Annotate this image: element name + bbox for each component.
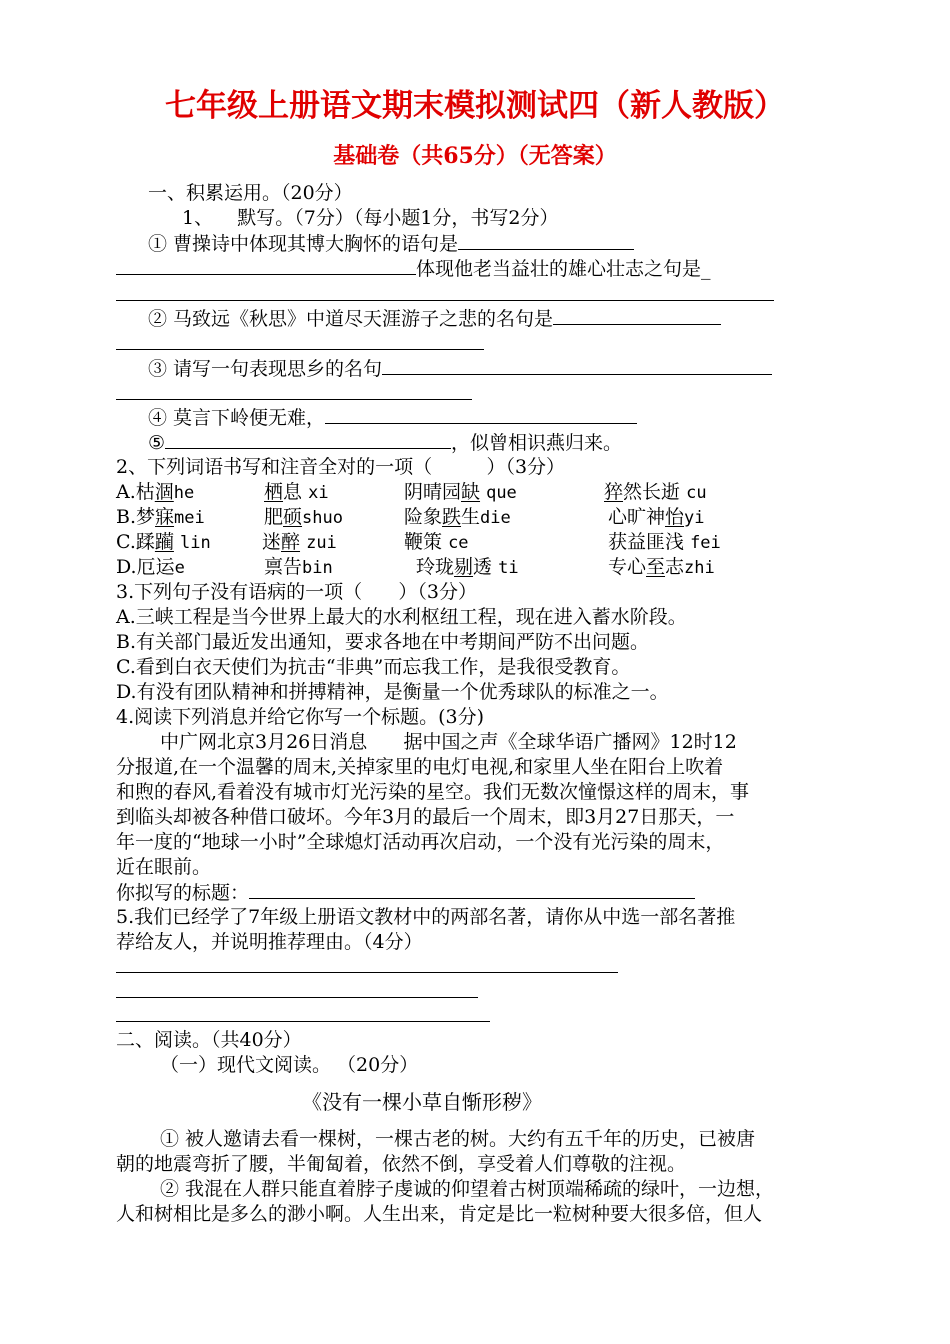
page-title: 七年级上册语文期末模拟测试四（新人教版） — [165, 88, 785, 124]
reading-subheading: （一）现代文阅读。 （20分） — [160, 1054, 419, 1076]
q1-item-1 — [148, 231, 634, 256]
q5-line: 荐给友人，并说明推荐理由。（4分） — [116, 931, 423, 953]
q4-news-line: 和煦的春风,看着没有城市灯光污染的星空。我们无数次憧憬这样的周末，事 — [116, 781, 750, 803]
q1-item-5-num: ⑤ — [148, 432, 166, 454]
q4-news-line: 中广网北京3月26日消息 据中国之声《全球华语广播网》12时12 — [160, 731, 737, 753]
q1-item-2-text: ② 马致远《秋思》中道尽天涯游子之悲的名句是 — [148, 308, 554, 330]
section-one-heading: 一、积累运用。（20分） — [148, 182, 353, 204]
section-two-heading: 二、阅读。（共40分） — [116, 1029, 302, 1051]
q3-option-c: C.看到白衣天使们为抗击“非典”而忘我工作，是我很受教育。 — [116, 656, 631, 678]
q1-item-4 — [148, 405, 637, 430]
essay-paragraph-line: ① 被人邀请去看一棵树，一棵古老的树。大约有五千年的历史，已被唐 — [160, 1128, 756, 1150]
answer-blank[interactable] — [553, 306, 721, 325]
answer-line[interactable] — [116, 300, 774, 301]
answer-line[interactable] — [116, 997, 478, 998]
answer-blank[interactable] — [458, 231, 634, 250]
q4-heading: 4.阅读下列消息并给它你写一个标题。(3分) — [116, 706, 485, 728]
q1-item-1b-text: 体现他老当益壮的雄心壮志之句是_ — [416, 258, 711, 280]
answer-line[interactable] — [116, 1021, 490, 1022]
q3-option-d: D.有没有团队精神和拼搏精神，是衡量一个优秀球队的标准之一。 — [116, 681, 669, 703]
q4-answer — [116, 880, 695, 905]
answer-line[interactable] — [116, 399, 472, 400]
q4-news-line: 到临头却被各种借口破坏。今年3月的最后一个周末，即3月27日那天，一 — [116, 806, 735, 828]
q4-answer-label: 你拟写的标题： — [116, 882, 250, 904]
q1-item-5-text: ，似曾相识燕归来。 — [451, 432, 623, 454]
answer-blank[interactable] — [116, 256, 416, 275]
essay-paragraph-line: 朝的地震弯折了腰，半匍匐着，依然不倒，享受着人们尊敬的注视。 — [116, 1153, 687, 1175]
q1-item-3 — [148, 356, 772, 381]
q3-option-a: A.三峡工程是当今世界上最大的水利枢纽工程，现在进入蓄水阶段。 — [116, 606, 687, 628]
q1-heading: 1、 默写。（7分）（每小题1分，书写2分） — [182, 207, 559, 229]
page-subtitle: 基础卷（共65分）（无答案） — [333, 143, 617, 169]
q4-news-line: 年一度的“地球一小时”全球熄灯活动再次启动，一个没有光污染的周末， — [116, 831, 725, 853]
answer-blank[interactable] — [249, 880, 695, 899]
q5-line: 5.我们已经学了7年级上册语文教材中的两部名著，请你从中选一部名著推 — [116, 906, 736, 928]
answer-blank[interactable] — [325, 405, 637, 424]
q1-item-1-cont — [116, 256, 711, 281]
answer-line[interactable] — [116, 349, 484, 350]
q1-item-3-text: ③ 请写一句表现思乡的名句 — [148, 358, 383, 380]
essay-title: 《没有一棵小草自惭形秽》 — [302, 1090, 542, 1114]
q3-option-b: B.有关部门最近发出通知，要求各地在中考期间严防不出问题。 — [116, 631, 650, 653]
answer-blank[interactable] — [382, 356, 772, 375]
essay-paragraph-line: ② 我混在人群只能直着脖子虔诚的仰望着古树顶端稀疏的绿叶，一边想， — [160, 1178, 775, 1200]
q1-item-5 — [148, 430, 622, 455]
answer-blank[interactable] — [165, 430, 451, 449]
q1-item-4-text: ④ 莫言下岭便无难， — [148, 407, 326, 429]
q2-heading: 2、下列词语书写和注音全对的一项（ ）（3分） — [116, 456, 566, 478]
q1-item-1-text: ① 曹操诗中体现其博大胸怀的语句是 — [148, 233, 459, 255]
q4-news-line: 近在眼前。 — [116, 856, 212, 878]
q4-news-line: 分报道,在一个温馨的周末,关掉家里的电灯电视,和家里人坐在阳台上吹着 — [116, 756, 724, 778]
q1-item-2 — [148, 306, 721, 331]
essay-paragraph-line: 人和树相比是多么的渺小啊。人生出来，肯定是比一粒树种要大很多倍，但人 — [116, 1203, 763, 1225]
q3-heading: 3.下列句子没有语病的一项（ ）（3分） — [116, 581, 477, 603]
answer-line[interactable] — [116, 972, 618, 973]
